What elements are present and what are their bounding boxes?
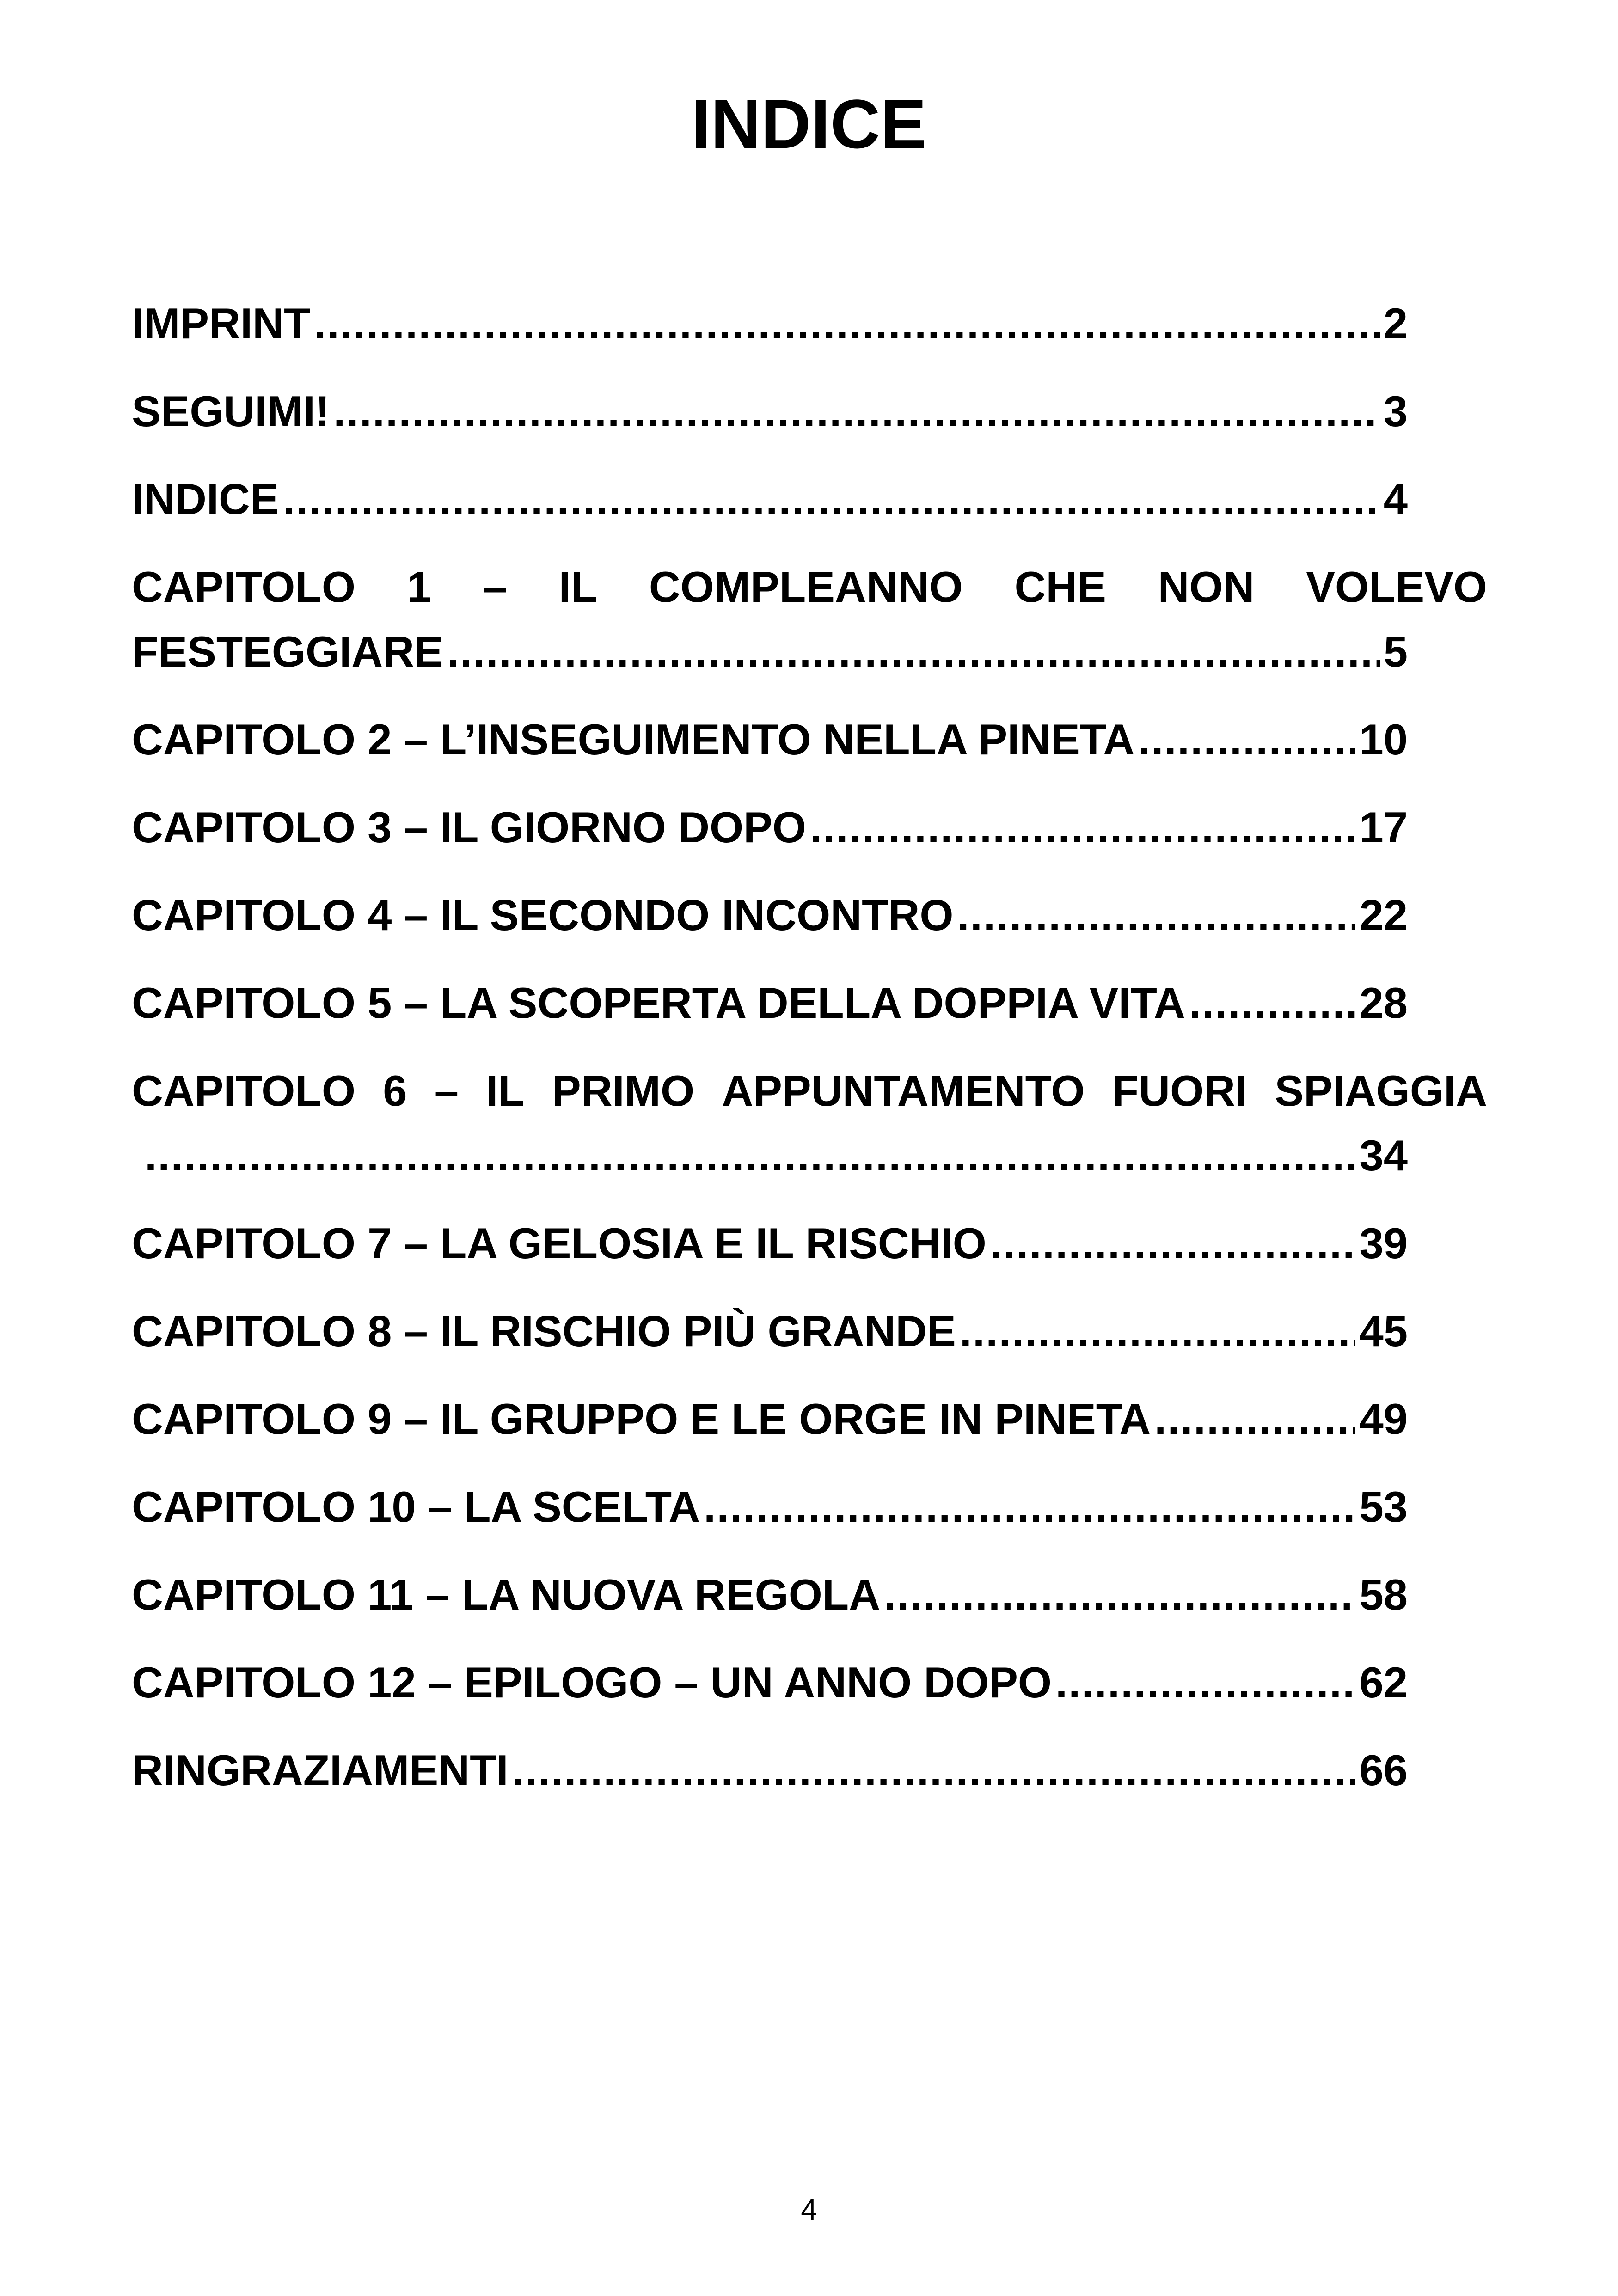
toc-entry-capitolo-11[interactable] bbox=[132, 1562, 1487, 1627]
toc-entry-title: INDICE bbox=[132, 475, 279, 523]
toc-entry-title: CAPITOLO 4 – IL SECONDO INCONTRO bbox=[132, 891, 954, 939]
toc-entry-imprint[interactable] bbox=[132, 291, 1487, 356]
toc-entry-capitolo-7[interactable] bbox=[132, 1211, 1487, 1276]
dot-leader bbox=[960, 1299, 1356, 1364]
toc-entry-title: CAPITOLO 11 – LA NUOVA REGOLA bbox=[132, 1570, 881, 1619]
toc-entry-title: IMPRINT bbox=[132, 299, 311, 348]
dot-leader bbox=[884, 1562, 1355, 1627]
page-number: 4 bbox=[801, 2193, 817, 2226]
dot-leader bbox=[957, 883, 1356, 948]
toc-entry-title: CAPITOLO 10 – LA SCELTA bbox=[132, 1482, 700, 1531]
toc-entry-page: 22 bbox=[1359, 891, 1408, 939]
toc-entry-title: CAPITOLO 12 – EPILOGO – UN ANNO DOPO bbox=[132, 1658, 1052, 1707]
dot-leader bbox=[704, 1475, 1355, 1539]
toc-entry-title-line: CAPITOLO 6 – IL PRIMO APPUNTAMENTO FUORI SPIAGGIA bbox=[132, 1066, 1487, 1115]
toc-entry-title: CAPITOLO 3 – IL GIORNO DOPO bbox=[132, 803, 806, 851]
toc-entry-page: 2 bbox=[1383, 299, 1408, 348]
toc-entry-title: CAPITOLO 2 – L’INSEGUIMENTO NELLA PINETA bbox=[132, 715, 1135, 764]
toc-entry-ringraziamenti[interactable] bbox=[132, 1738, 1487, 1803]
toc-entry-title: CAPITOLO 9 – IL GRUPPO E LE ORGE IN PINETA bbox=[132, 1395, 1151, 1443]
page-title: INDICE bbox=[691, 85, 927, 163]
dot-leader bbox=[333, 379, 1379, 444]
toc-entry-capitolo-2[interactable] bbox=[132, 707, 1487, 772]
toc-entry-capitolo-12[interactable] bbox=[132, 1650, 1487, 1715]
toc-entry-capitolo-10[interactable] bbox=[132, 1475, 1487, 1539]
toc-entry-capitolo-4[interactable] bbox=[132, 883, 1487, 948]
toc-entry-title: RINGRAZIAMENTI bbox=[132, 1746, 509, 1794]
toc-entry-page: 58 bbox=[1359, 1570, 1408, 1619]
toc-entry-page: 10 bbox=[1359, 715, 1408, 764]
toc-entry-page: 39 bbox=[1359, 1219, 1408, 1267]
toc-entry-page: 5 bbox=[1383, 627, 1408, 676]
dot-leader bbox=[990, 1211, 1356, 1276]
toc-entry-seguimi[interactable] bbox=[132, 379, 1487, 444]
toc-entry-title: CAPITOLO 7 – LA GELOSIA E IL RISCHIO bbox=[132, 1219, 987, 1267]
toc-entry-title: FESTEGGIARE bbox=[132, 627, 443, 676]
dot-leader bbox=[1138, 707, 1355, 772]
toc-entry-page: 17 bbox=[1359, 803, 1408, 851]
dot-leader bbox=[283, 467, 1380, 532]
toc-entry-capitolo-5[interactable] bbox=[132, 971, 1487, 1035]
toc-entry-page: 34 bbox=[1359, 1131, 1408, 1180]
toc-entry-page: 3 bbox=[1383, 387, 1408, 435]
dot-leader bbox=[512, 1738, 1356, 1803]
toc-entry-title: CAPITOLO 8 – IL RISCHIO PIÙ GRANDE bbox=[132, 1307, 956, 1355]
dot-leader bbox=[447, 619, 1380, 684]
toc-entry-page: 45 bbox=[1359, 1307, 1408, 1355]
dot-leader bbox=[314, 291, 1379, 356]
toc-entry-title-line: CAPITOLO 1 – IL COMPLEANNO CHE NON VOLEVO bbox=[132, 563, 1487, 611]
toc-entry-page: 4 bbox=[1383, 475, 1408, 523]
toc-entry-capitolo-8[interactable] bbox=[132, 1299, 1487, 1364]
toc-entry-page: 53 bbox=[1359, 1482, 1408, 1531]
dot-leader bbox=[810, 795, 1355, 860]
toc-entry-indice[interactable] bbox=[132, 467, 1487, 532]
toc-entry-capitolo-9[interactable] bbox=[132, 1387, 1487, 1451]
toc-entry-page: 28 bbox=[1359, 979, 1408, 1027]
toc-entry-capitolo-6[interactable] bbox=[132, 1059, 1487, 1188]
toc-entry-capitolo-1[interactable] bbox=[132, 555, 1487, 684]
toc-entry-page: 62 bbox=[1359, 1658, 1408, 1707]
toc-entry-page: 49 bbox=[1359, 1395, 1408, 1443]
dot-leader bbox=[1189, 971, 1356, 1035]
toc-entry-page: 66 bbox=[1359, 1746, 1408, 1794]
toc-entry-title: CAPITOLO 5 – LA SCOPERTA DELLA DOPPIA VITA bbox=[132, 979, 1185, 1027]
dot-leader bbox=[145, 1123, 1355, 1188]
table-of-contents bbox=[132, 291, 1487, 1826]
dot-leader bbox=[1055, 1650, 1355, 1715]
toc-entry-capitolo-3[interactable] bbox=[132, 795, 1487, 860]
dot-leader bbox=[1154, 1387, 1355, 1451]
toc-entry-title: SEGUIMI! bbox=[132, 387, 330, 435]
